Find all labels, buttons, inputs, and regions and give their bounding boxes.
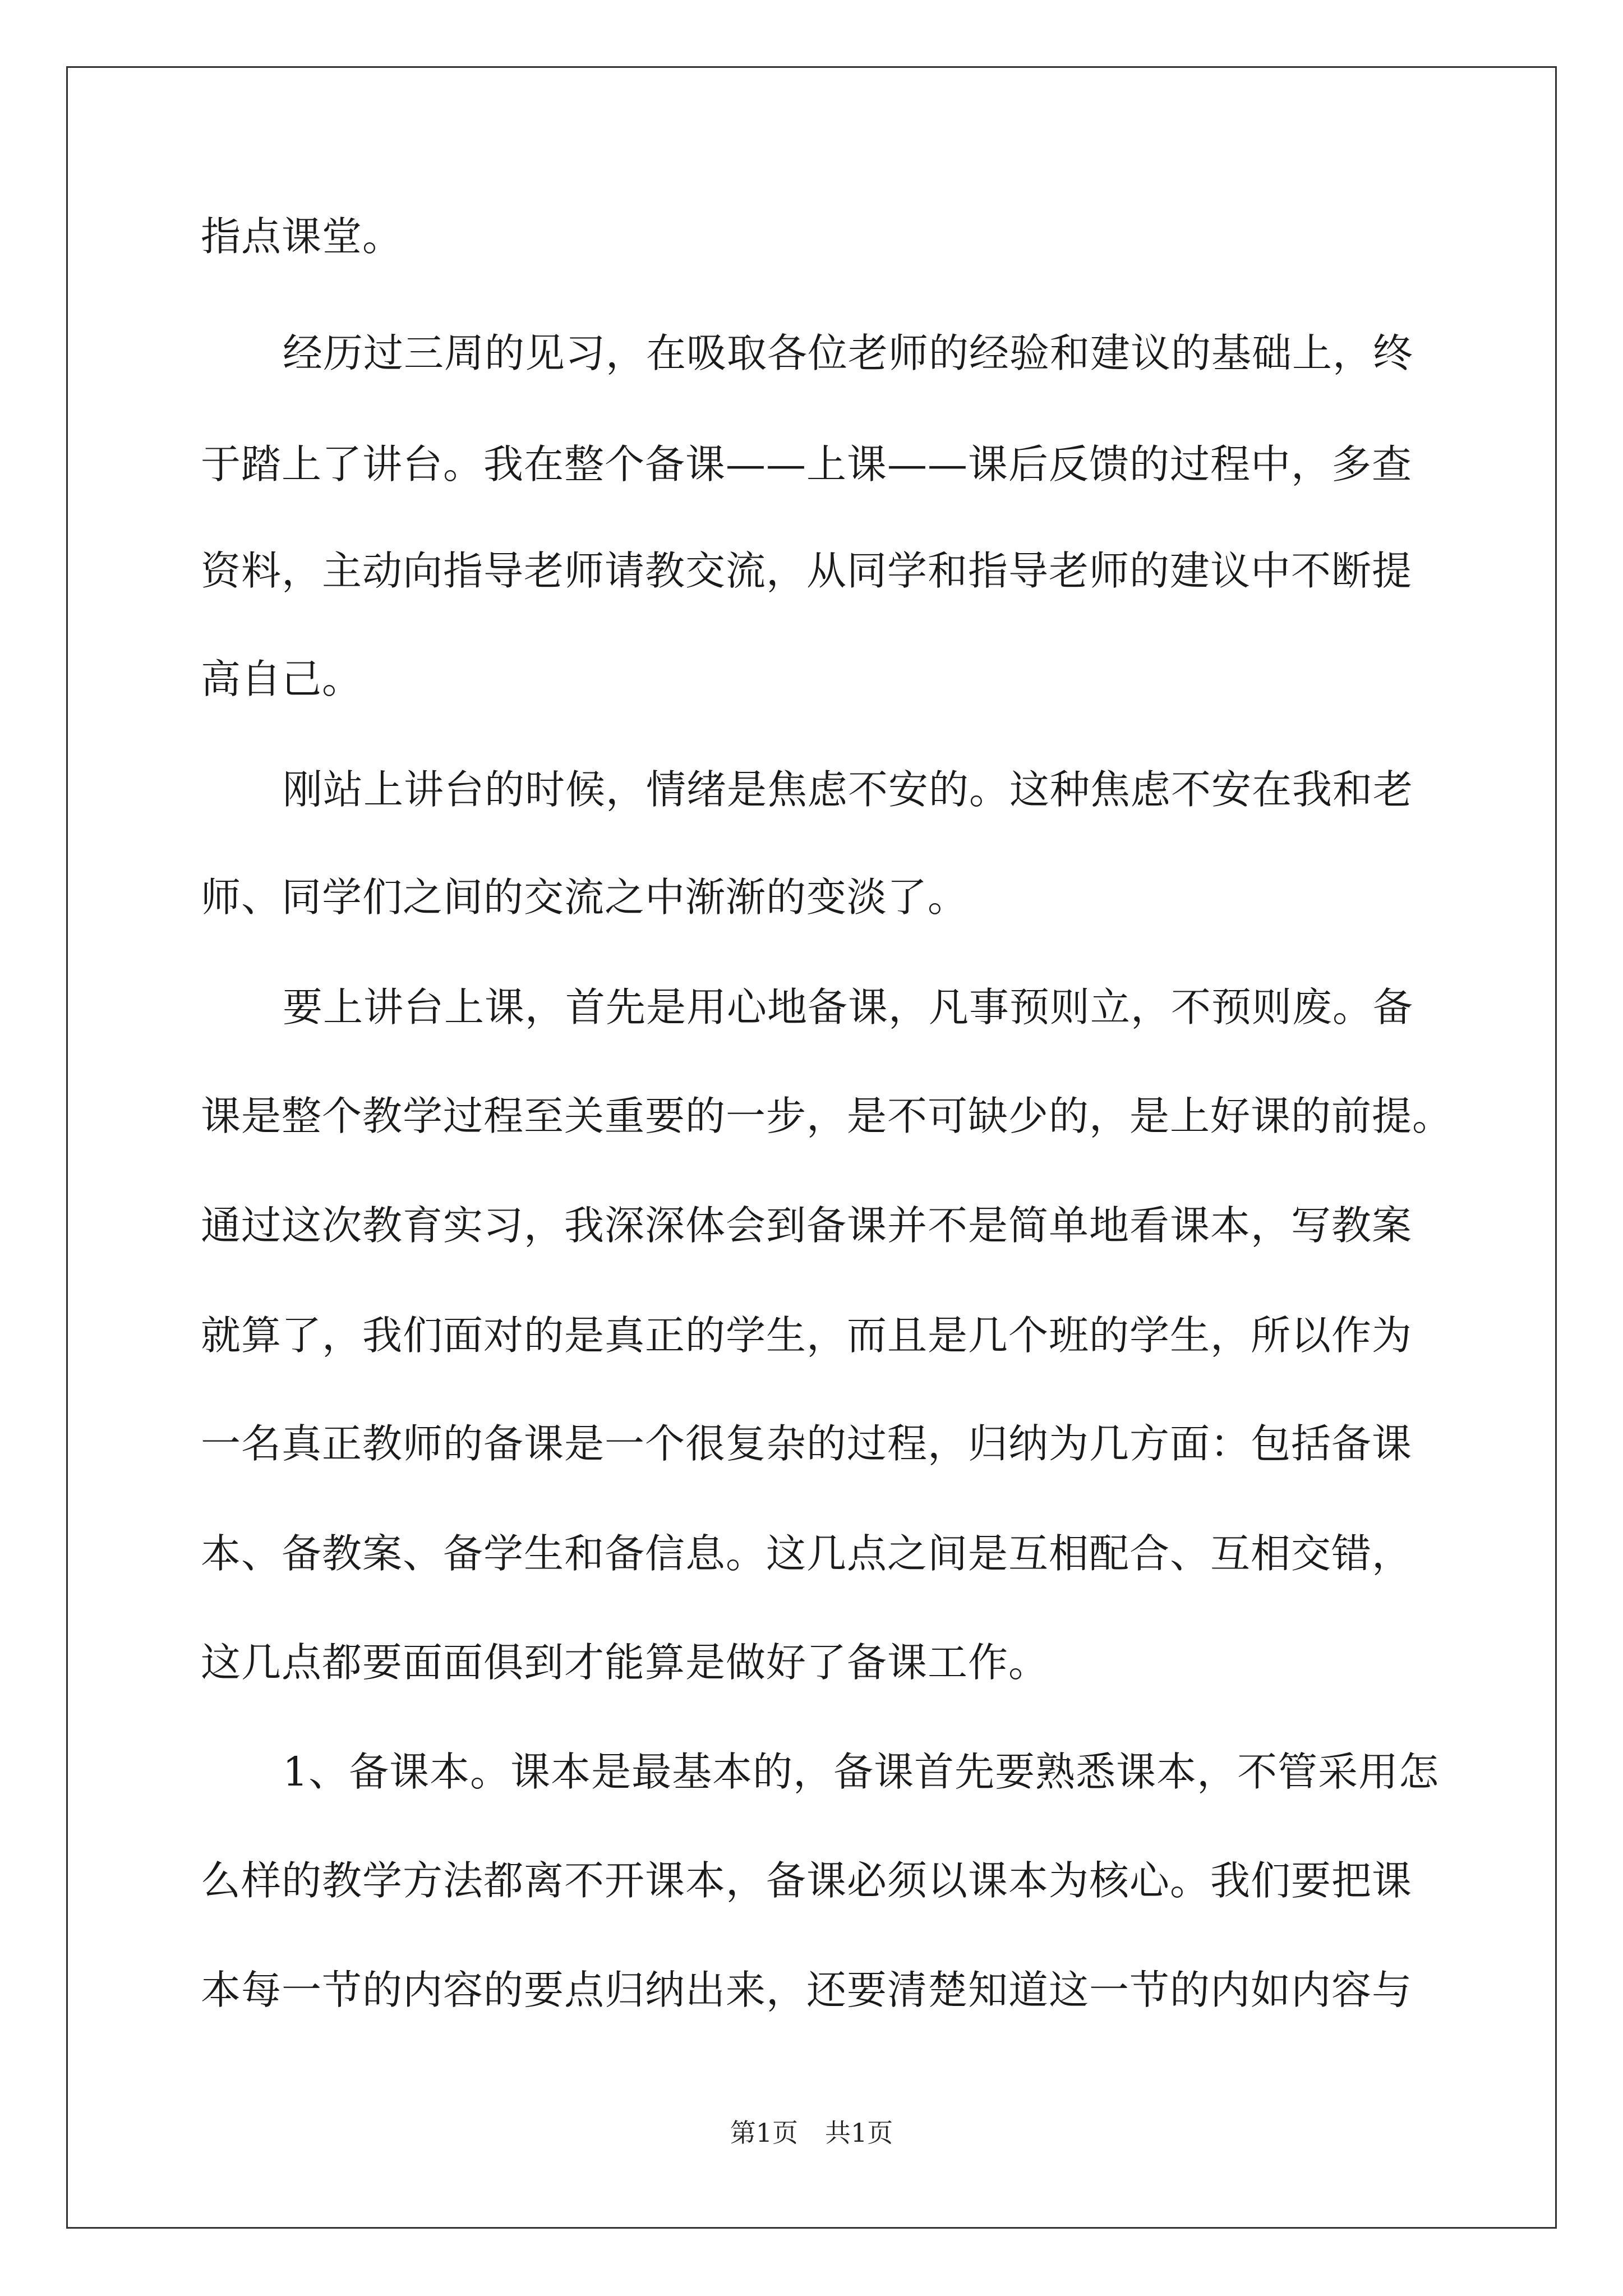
text-line: 资料，主动向指导老师请教交流，从同学和指导老师的建议中不断提 [201, 547, 1413, 594]
page-number: 第1页 [730, 2118, 798, 2148]
text-line: 本每一节的内容的要点归纳出来，还要清楚知道这一节的内如内容与 [201, 1967, 1413, 2013]
text-line: 通过这次教育实习，我深深体会到备课并不是简单地看课本，写教案 [201, 1202, 1413, 1249]
paragraph-start-line: 要上讲台上课，首先是用心地备课，凡事预则立，不预则废。备 [283, 984, 1414, 1030]
paragraph-start-line: 刚站上讲台的时候，情绪是焦虑不安的。这种焦虑不安在我和老 [283, 766, 1414, 813]
text-line: 高自己。 [201, 656, 363, 702]
page-footer [0, 2116, 1623, 2150]
text-line: 师、同学们之间的交流之中渐渐的变淡了。 [201, 874, 969, 921]
text-line: 一名真正教师的备课是一个很复杂的过程，归纳为几方面：包括备课 [201, 1420, 1413, 1467]
text-line: 么样的教学方法都离不开课本，备课必须以课本为核心。我们要把课 [201, 1857, 1413, 1904]
text-line: 就算了，我们面对的是真正的学生，而且是几个班的学生，所以作为 [201, 1312, 1413, 1359]
text-line: 课是整个教学过程至关重要的一步，是不可缺少的，是上好课的前提。 [201, 1093, 1453, 1139]
paragraph-start-line: 1、备课本。课本是最基本的，备课首先要熟悉课本，不管采用怎 [283, 1749, 1440, 1795]
page-total: 共1页 [825, 2118, 893, 2148]
text-line: 于踏上了讲台。我在整个备课——上课——课后反馈的过程中，多查 [201, 441, 1413, 487]
text-line: 指点课堂。 [201, 213, 403, 260]
paragraph-start-line: 经历过三周的见习，在吸取各位老师的经验和建议的基础上，终 [283, 330, 1414, 376]
text-line: 本、备教案、备学生和备信息。这几点之间是互相配合、互相交错， [201, 1530, 1413, 1577]
text-line: 这几点都要面面俱到才能算是做好了备课工作。 [201, 1639, 1049, 1686]
